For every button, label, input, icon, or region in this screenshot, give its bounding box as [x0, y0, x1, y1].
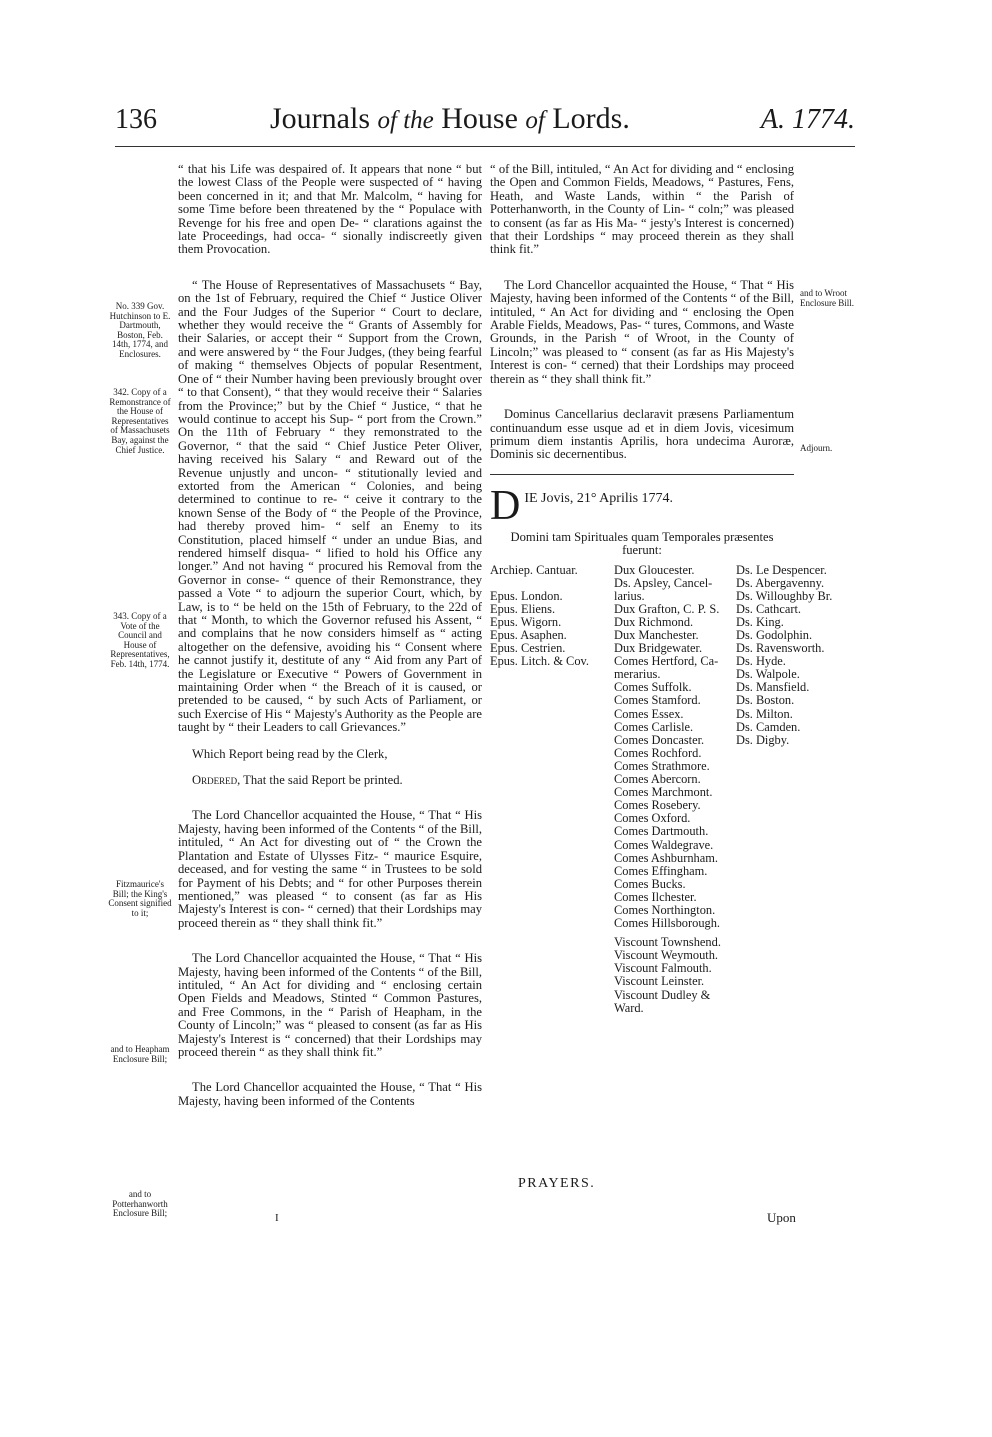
running-year: A. 1774.	[760, 104, 855, 135]
paragraph-heapham: The Lord Chancellor acquainted the House, “ That “ His Majesty, having been informed of the Contents “ of the Bill, intituled, “ An Act for dividing and “ enclosing certain Open Fields and Meadows, Stinted “ Common Pastures, and Free Commons, in the “ Parish of Heapham, in the County of Lincoln;” was “ pleased to consent (as far as His Majesty's Interest is “ concerned) that their Lordships may proceed therein “ as they shall think fit.”	[178, 951, 482, 1059]
paragraph-fitzmaurice: The Lord Chancellor acquainted the House, “ That “ His Majesty, having been informed of the Contents “ of the Bill, intituled, “ An Act for divesting out of “ the Crown the Plantation and Estate of Ulysses Fitz- “ maurice Esquire, deceased, and for vesting the same “ in Trustees to be sold for Payment of his Debts; and “ for other Purposes therein mentioned,” was pleased “ to consent (as far as His Majesty's Interest is con- “ cerned) that their Lordships may proceed therein as “ they shall think fit.”	[178, 808, 482, 930]
header-rule	[115, 146, 855, 147]
attendee-name: Epus. Wigorn.	[490, 614, 562, 629]
attendee-name: Epus. Cestrien.	[490, 641, 566, 656]
attendee-name: Ds. Godolphin.	[736, 628, 813, 642]
attendee-name: Viscount Dudley &	[614, 987, 711, 1002]
paragraph-potterhanworth-end: “ of the Bill, intituled, “ An Act for dividing and “ enclosing the Open and Common Fields, Meadows, “ Pastures, Fens, Heath, and Waste Lands, within “ the Parish of Potterhanworth, in the County of Lin- “ coln;” was pleased to consent (as far as His Ma- “ jesty's Interest is concerned) that their Lordships “ may proceed therein as they shall think fit.”	[490, 162, 794, 257]
paragraph-ordered: Ordered, That the said Report be printed.	[192, 773, 403, 788]
attendee-name: Comes Rochford.	[614, 745, 702, 760]
margin-note-339: No. 339 Gov. Hutchinson to E. Dartmouth, Boston, Feb. 14th, 1774, and Enclosures.	[109, 301, 171, 359]
paragraph-wroot: The Lord Chancellor acquainted the House, “ That “ His Majesty, having been informed of the Contents “ of the Bill, intituled, “ An Act for dividing and “ enclosing the Open Arable Fields, Meadows, Pas- “ tures, Commons, and Waste Grounds, in the Parish “ of Wroot, in the County of Lincoln;” was pleased to “ consent (as far as His Majesty's Interest is con- “ cerned) that their Lordships may proceed therein as “ they shall think fit.”	[490, 277, 794, 386]
running-title: Journals of the House of Lords.	[270, 102, 630, 135]
attendee-name: Ds. Le Despencer.	[736, 562, 827, 577]
day-heading-text: IE Jovis, 21° Aprilis 1774.	[524, 490, 674, 506]
attendee-name: Ds. Willoughby Br.	[736, 588, 833, 603]
attendee-name: Epus. Litch. & Cov.	[490, 654, 590, 669]
attendee-name: merarius.	[614, 667, 661, 682]
attendee-name: Comes Hillsborough.	[614, 916, 721, 931]
attendee-name: Epus. Asaphen.	[490, 628, 567, 642]
attendee-name: Comes Rosebery.	[614, 798, 701, 813]
attendance-intro: Domini tam Spirituales quam Temporales præsentes fuerunt:	[510, 529, 774, 558]
attendee-name: Epus. London.	[490, 588, 563, 603]
page-number: 136	[115, 104, 157, 135]
attendee-name: Dux Grafton, C. P. S.	[614, 601, 720, 616]
attendee-name: Dux Richmond.	[614, 614, 694, 629]
attendee-name: Comes Abercorn.	[614, 772, 701, 787]
attendee-name: Archiep. Cantuar.	[490, 562, 578, 577]
attendee-name: Comes Doncaster.	[614, 732, 705, 747]
attendee-name: Viscount Leinster.	[614, 974, 705, 989]
margin-note-343: 343. Copy of a Vote of the Council and House of Representatives, Feb. 14th, 1774.	[110, 611, 170, 669]
attendee-name: Viscount Townshend.	[614, 935, 721, 950]
paragraph-adjournment: Dominus Cancellarius declaravit præsens Parliamentum continuandum esse usque ad et in diem Jovis, vicesimum primum diem instantis Aprilis, hora undecima Auroræ, Dominis sic decernentibus.	[490, 407, 794, 462]
attendee-name: Viscount Falmouth.	[614, 961, 712, 976]
attendee-name: Ds. Apsley, Cancel-	[614, 575, 713, 590]
paragraph-report-read: Which Report being read by the Clerk,	[192, 746, 388, 761]
attendee-name: Ds. King.	[736, 614, 784, 629]
section-rule	[490, 474, 794, 475]
drop-cap: D	[490, 482, 521, 529]
attendee-name: Comes Suffolk.	[614, 680, 692, 695]
attendee-name: Comes Ilchester.	[614, 889, 697, 904]
attendee-name: Ward.	[614, 1000, 644, 1015]
page-header	[115, 100, 855, 140]
attendee-name: Comes Waldegrave.	[614, 837, 714, 852]
attendee-name: Comes Hertford, Ca-	[614, 654, 719, 669]
margin-note-fitzmaurice: Fitzmaurice's Bill; the King's Consent signified to it;	[108, 879, 172, 918]
attendee-name: Ds. Hyde.	[736, 654, 786, 669]
attendee-name: Comes Ashburnham.	[614, 850, 718, 865]
attendee-name: Comes Oxford.	[614, 811, 691, 826]
signature-mark: I	[275, 1212, 279, 1224]
attendee-name: Comes Northington.	[614, 902, 716, 917]
margin-note-342: 342. Copy of a Remonstrance of the House of Representatives of Massachusets Bay, against the Chief Justice.	[109, 387, 171, 455]
attendee-name: Comes Carlisle.	[614, 719, 694, 734]
attendee-name: Ds. Mansfield.	[736, 680, 810, 695]
attendee-name: Ds. Cathcart.	[736, 601, 802, 616]
prayers-heading: PRAYERS.	[518, 1176, 596, 1191]
attendee-name: Dux Bridgewater.	[614, 641, 703, 656]
attendance-bishops	[490, 564, 608, 669]
attendee-name	[490, 577, 608, 590]
paragraph-potterhanworth-start: The Lord Chancellor acquainted the House, “ That “ His Majesty, having been informed of the Contents	[178, 1080, 482, 1108]
attendee-name: Comes Essex.	[614, 706, 684, 721]
attendance-barons	[736, 564, 836, 747]
attendee-name: Comes Dartmouth.	[614, 824, 709, 839]
attendee-name: Ds. Milton.	[736, 706, 793, 721]
attendee-name: Comes Effingham.	[614, 863, 708, 878]
attendee-name: Comes Stamford.	[614, 693, 701, 708]
catchword: Upon	[767, 1210, 796, 1225]
attendee-name: larius.	[614, 588, 645, 603]
attendee-name: Ds. Camden.	[736, 719, 801, 734]
attendee-name: Ds. Walpole.	[736, 667, 800, 682]
paragraph-representatives: “ The House of Representatives of Massachusets “ Bay, on the 1st of February, required the Chief “ Justice Oliver and the Four Judges of the Superior “ Court to declare, whether they would receive the “ Grants of Assembly for their Salaries, or accept their “ Support from the Crown, and were answered by “ the Four Judges, (they being fearful of making “ themselves Objects of popular Resentment, One of “ their Number having been previously brought over “ to that Consent), “ that they would receive their “ Salaries from the Province;” but by the Chief “ Justice, “ that he would continue to accept his Sup- “ port from the Crown.” On the 11th of February “ they remonstrated to the Governor, “ that the said “ Chief Justice Peter Oliver, having received his Salary “ and Reward out of the Revenue unjustly and uncon- “ stitutionally levied and extorted from the American “ Colonies, and being determined to continue to re- “ ceive it contrary to the known Sense of the Body of “ the People of the Province, had thereby proved him- “ self an Enemy to its Constitution, placed himself “ under an undue Bias, and rendered himself disqua- “ lified to hold his Office any longer.” And not having “ procured his Removal from the Governor in conse- “ quence of their Remonstrance, they passed a Vote “ to adjourn the superior Court, which, by Law, is to “ be held on the 15th of February, to the 22d of that “ Month, to which the Governor refused his Assent, “ and complains that he now considers himself as “ acting altogether on the defensive, avoiding his “ Consent where he cannot justify it, destitute of any “ Aid from any Part of the Legislature or Executive “ Powers of Government in maintaining Order when “ the Breach of it is caused, or pretended to be caused, “ by such Acts of Parliament, or such Exercise of His “ Majesty's Authority as the People are taught by “ their Leaders to call Grievances.”	[178, 277, 482, 735]
margin-note-adjourn: Adjourn.	[800, 443, 833, 453]
margin-note-wroot: and to Wroot Enclosure Bill.	[800, 288, 854, 308]
left-column	[178, 163, 482, 1108]
attendee-name: Dux Gloucester.	[614, 562, 695, 577]
attendee-name: Ds. Boston.	[736, 693, 795, 708]
attendee-name: Viscount Weymouth.	[614, 948, 719, 963]
attendee-name: Comes Strathmore.	[614, 758, 710, 773]
attendance-peers	[614, 564, 744, 1015]
paragraph-malcolm: “ that his Life was despaired of. It appears that none “ but the lowest Class of the People were suspected of “ having been concerned in it; and that Mr. Malcolm, “ having for some Time before been threatened by the “ Populace with Revenge for his free and open De- “ clarations against the late Proceedings, had occa- “ sionally indiscreetly given them Provocation.	[178, 162, 482, 257]
attendee-name: Ds. Abergavenny.	[736, 575, 825, 590]
margin-note-potterhanworth: and to Potterhanworth Enclosure Bill;	[112, 1189, 168, 1219]
attendee-name: Ds. Digby.	[736, 732, 790, 747]
attendee-name: Epus. Eliens.	[490, 601, 556, 616]
day-heading	[490, 482, 794, 529]
attendee-name: Dux Manchester.	[614, 628, 699, 642]
attendance-list	[490, 562, 833, 1034]
margin-note-heapham: and to Heapham Enclosure Bill;	[110, 1044, 170, 1064]
attendee-name: Ds. Ravensworth.	[736, 641, 825, 656]
attendee-name: Comes Bucks.	[614, 876, 686, 891]
attendee-name: Comes Marchmont.	[614, 785, 713, 800]
